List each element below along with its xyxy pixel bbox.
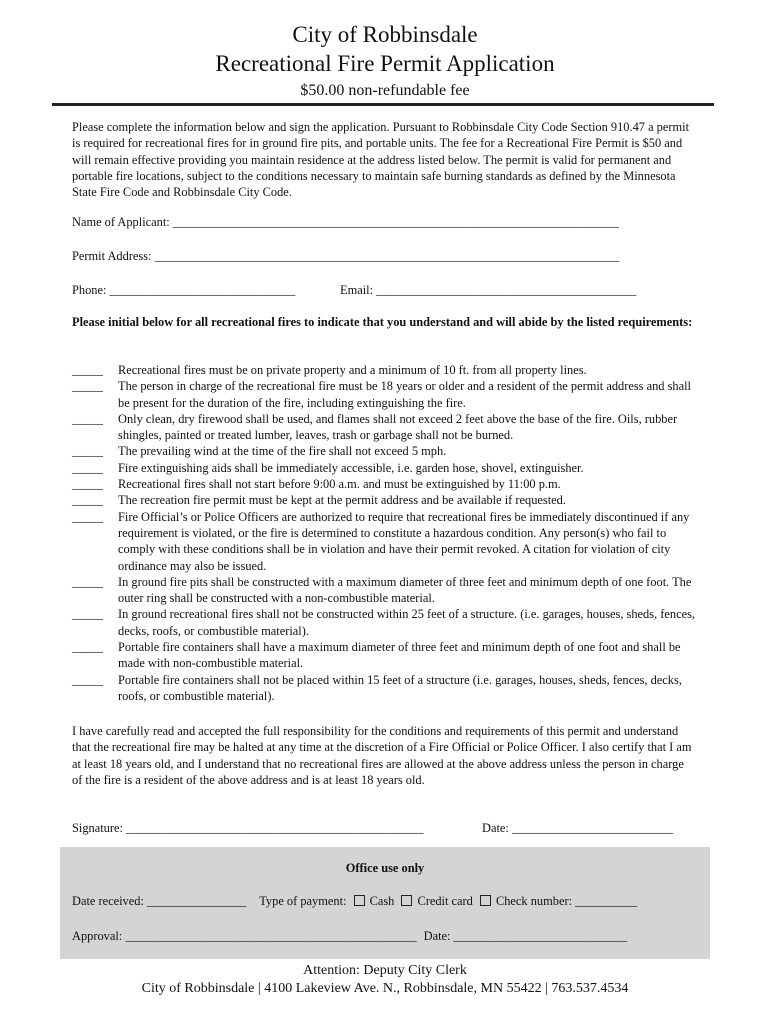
requirement-text: Recreational fires shall not start before 9:00 a.m. and must be extinguished by 11:00 p.m. — [118, 477, 561, 492]
cash-checkbox[interactable] — [354, 895, 365, 906]
initial-blank[interactable]: _____ — [72, 363, 103, 377]
initial-blank[interactable]: _____ — [72, 672, 103, 687]
initial-blank[interactable]: _____ — [72, 477, 103, 492]
footer-address: City of Robbinsdale | 4100 Lakeview Ave. N., Robbinsdale, MN 55422 | 763.537.4534 — [141, 981, 629, 996]
intro-paragraph: Please complete the information below and sign the application. Pursuant to Robbinsdale City Code Section 910.47 a permit is required for recreational fires for in ground fire pits, and portable units. The fee for a Recreational Fire Permit is $50 and will remain effective providing you maintain residence at the address listed below. The permit is valid for permanent and portable fire locations, subject to the conditions necessary to maintain safe burning standards as defined by the Minnesota State Fire Code and Robbinsdale City Code. — [72, 120, 690, 200]
requirement-item — [72, 606, 698, 639]
initial-blank[interactable]: _____ — [72, 460, 103, 475]
approval-date-field[interactable]: Date: ____________________________ — [423, 929, 628, 943]
requirement-text: Fire Official’s or Police Officers are authorized to require that recreational fires be immediately discontinued if any requirement is violated, or the fire is determined to constitute a hazardous condition. Any person(s) who fail to comply with these conditions shall be in violation and have their permit revoked. A citation for violation of city ordinance may also be issued. — [118, 509, 690, 573]
requirement-text: The prevailing wind at the time of the fire shall not exceed 5 mph. — [118, 444, 447, 459]
requirement-item — [72, 443, 698, 459]
office-use-section — [60, 847, 710, 959]
applicant-name-field[interactable]: Name of Applicant: ________________________________________________________________________ — [72, 215, 619, 229]
office-use-title: Office use only — [345, 861, 425, 875]
form-header — [0, 20, 770, 102]
requirement-item — [72, 639, 698, 672]
office-payment-row — [72, 894, 637, 909]
requirement-text: The recreation fire permit must be kept at the permit address and be available if requested. — [118, 493, 566, 508]
requirement-item — [72, 362, 698, 378]
permit-address-field[interactable]: Permit Address: ___________________________________________________________________________ — [72, 249, 620, 263]
office-approval-row — [72, 929, 627, 944]
requirement-text: Fire extinguishing aids shall be immediately accessible, i.e. garden hose, shovel, extinguisher. — [118, 460, 584, 475]
requirement-item — [72, 574, 698, 607]
signature-date-field[interactable]: Date: __________________________ — [482, 821, 674, 835]
requirement-text: In ground fire pits shall be constructed with a maximum diameter of three feet and minimum depth of one foot. The outer ring shall be constructed with a non-combustible material. — [118, 574, 692, 606]
requirement-item — [72, 672, 698, 705]
requirement-text: Only clean, dry firewood shall be used, and flames shall not exceed 2 feet above the base of the fire. Oils, rubber shingles, painted or treated lumber, leaves, trash or garbage shall not be burned. — [118, 411, 678, 443]
requirement-item — [72, 509, 698, 574]
check-checkbox[interactable] — [480, 895, 491, 906]
requirement-text: In ground recreational fires shall not be constructed within 25 feet of a structure. (i.e. garages, houses, sheds, fences, decks, roofs, or combustible material). — [118, 607, 695, 638]
initial-blank[interactable]: _____ — [72, 444, 103, 459]
requirement-text: The person in charge of the recreational fire must be 18 years or older and a resident of the permit address and shall be present for the duration of the fire, including extinguishing the fire. — [118, 379, 691, 410]
initial-blank[interactable]: _____ — [72, 509, 103, 524]
requirement-text: Recreational fires must be on private property and a minimum of 10 ft. from all property lines. — [118, 363, 587, 377]
requirement-item — [72, 492, 698, 508]
email-field[interactable]: Email: __________________________________________ — [340, 283, 637, 297]
initial-blank[interactable]: _____ — [72, 379, 103, 394]
credit-card-label: Credit card — [417, 894, 473, 908]
cash-label: Cash — [369, 894, 395, 908]
requirement-text: Portable fire containers shall have a maximum diameter of three feet and minimum depth of one foot and shall be made with non-combustible material. — [118, 640, 681, 671]
requirement-item — [72, 378, 698, 411]
requirements-heading: Please initial below for all recreational fires to indicate that you understand and will abide by the listed requirements: — [72, 315, 693, 329]
footer-attention: Attention: Deputy City Clerk — [303, 963, 467, 978]
initial-blank[interactable]: _____ — [72, 411, 103, 426]
requirement-text: Portable fire containers shall not be placed within 15 feet of a structure (i.e. garages, houses, sheds, fences, decks, roofs, or combustible material). — [118, 672, 682, 703]
approval-field[interactable]: Approval: _______________________________________________ — [72, 929, 417, 943]
initial-blank[interactable]: _____ — [72, 640, 103, 655]
city-name: City of Robbinsdale — [292, 22, 478, 47]
requirement-item — [72, 460, 698, 476]
date-received-field[interactable]: Date received: ________________ — [72, 894, 247, 908]
initial-blank[interactable]: _____ — [72, 607, 103, 622]
payment-type-label: Type of payment: — [259, 894, 347, 908]
phone-field[interactable]: Phone: ______________________________ — [72, 283, 296, 297]
check-number-field[interactable]: Check number: __________ — [495, 894, 638, 908]
requirement-item — [72, 476, 698, 492]
footer — [0, 962, 770, 998]
initial-blank[interactable]: _____ — [72, 493, 103, 508]
credit-card-checkbox[interactable] — [401, 895, 412, 906]
header-divider — [52, 103, 714, 106]
requirement-item — [72, 411, 698, 444]
form-title: Recreational Fire Permit Application — [215, 51, 555, 76]
certification-paragraph: I have carefully read and accepted the full responsibility for the conditions and requirements of this permit and understand that the recreational fire may be halted at any time at the discretion of a Fire Official or Police Officer. I also certify that I am at least 18 years old, and I understand that no recreational fires are allowed at the above address unless the person in charge of the fire is a resident of the above address and is at least 18 years old. — [72, 724, 692, 787]
requirements-list — [72, 362, 698, 704]
fee-note: $50.00 non-refundable fee — [300, 82, 470, 99]
initial-blank[interactable]: _____ — [72, 574, 103, 589]
signature-field[interactable]: Signature: ________________________________________________ — [72, 821, 424, 835]
